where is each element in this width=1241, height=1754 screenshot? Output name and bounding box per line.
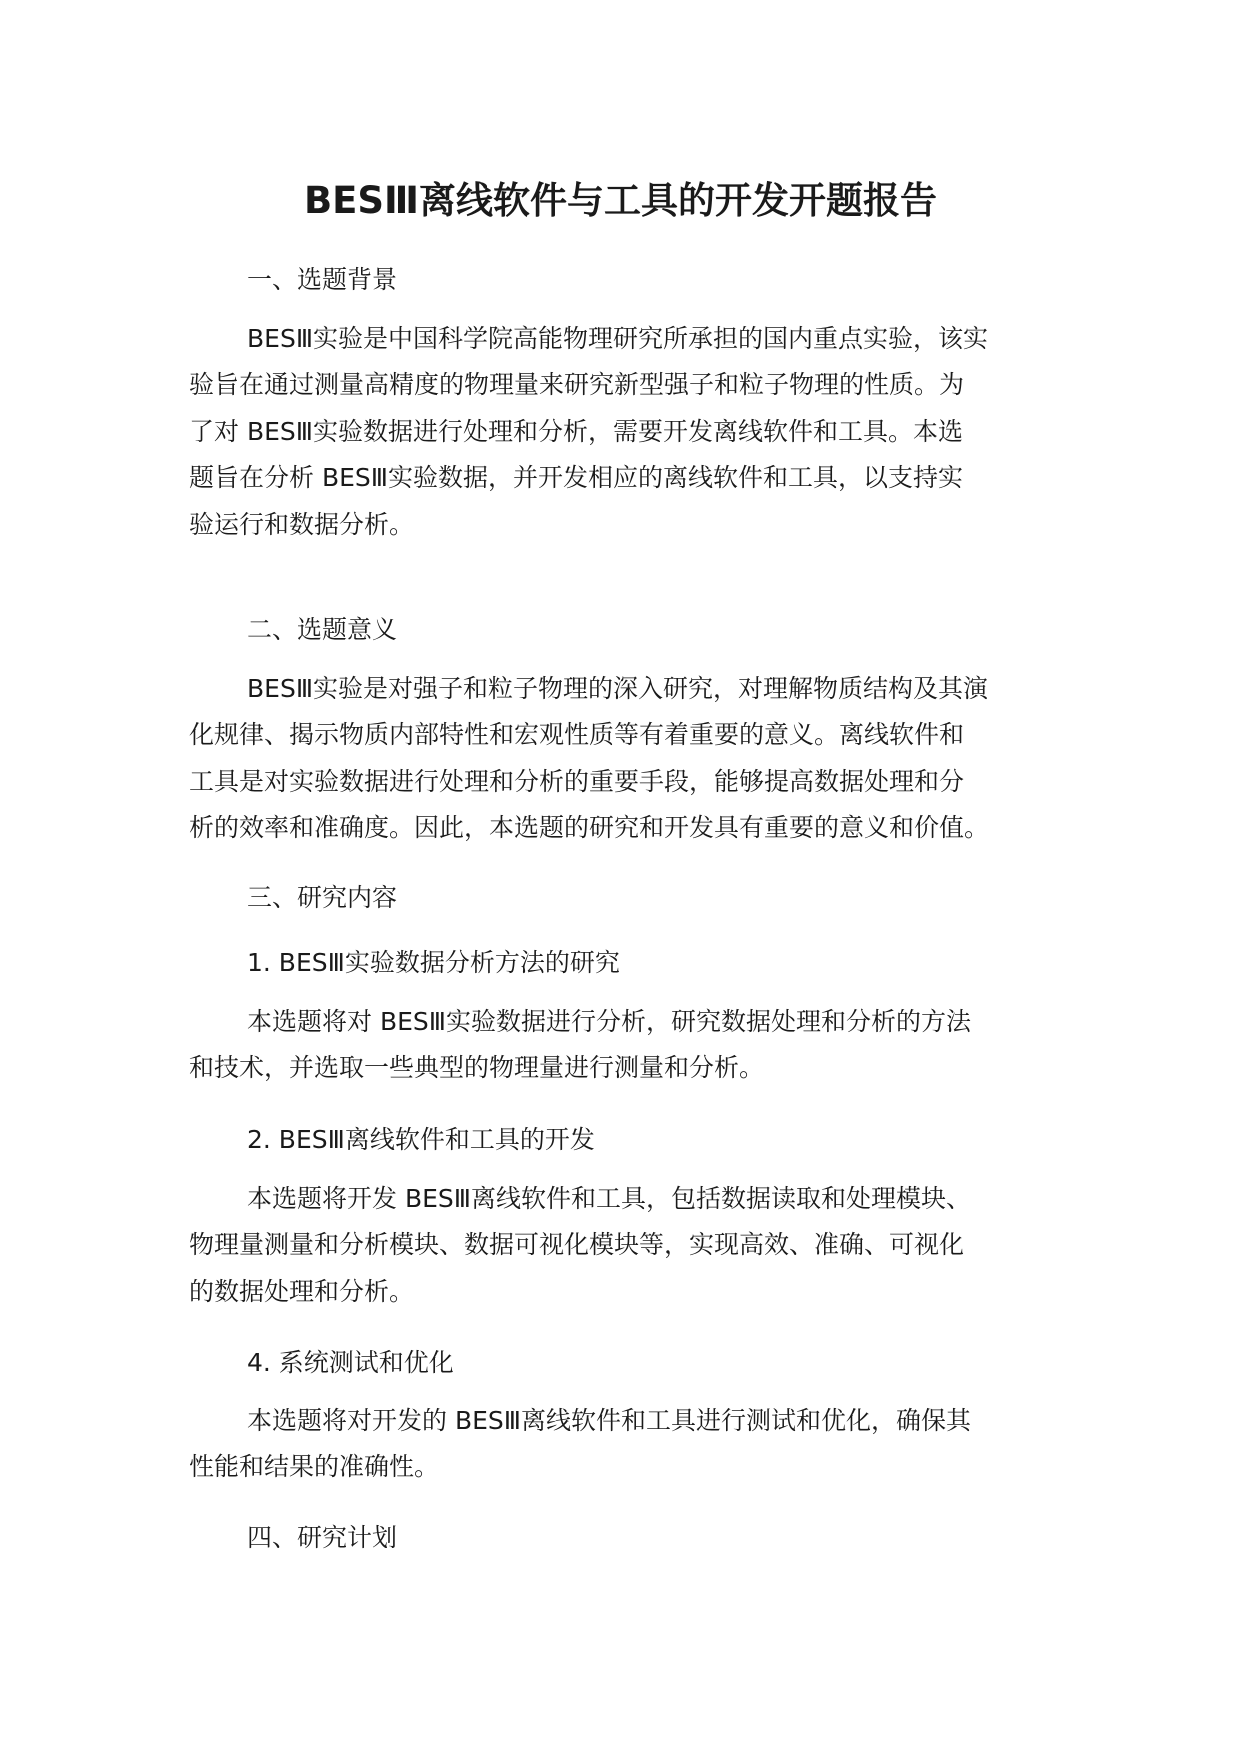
paragraph-line: 验运行和数据分析。 xyxy=(189,509,415,539)
subsection-body-analysis-methods xyxy=(189,999,1079,1092)
subsection-body-testing xyxy=(189,1398,1079,1491)
subsection-heading-testing: 4. 系统测试和优化 xyxy=(247,1348,454,1377)
section-heading-research-content: 三、研究内容 xyxy=(247,883,398,912)
section-heading-background: 一、选题背景 xyxy=(247,265,398,294)
paragraph-line: 性能和结果的准确性。 xyxy=(189,1452,440,1482)
section-body-background xyxy=(189,316,1079,548)
paragraph-line: BESⅢ实验是中国科学院高能物理研究所承担的国内重点实验，该实 xyxy=(247,324,989,353)
paragraph-line: 本选题将开发 BESⅢ离线软件和工具，包括数据读取和处理模块、 xyxy=(247,1184,972,1213)
paragraph-line: 了对 BESⅢ实验数据进行处理和分析，需要开发离线软件和工具。本选 xyxy=(189,416,964,446)
subsection-heading-analysis-methods: 1. BESⅢ实验数据分析方法的研究 xyxy=(247,948,620,977)
paragraph-line: 本选题将对开发的 BESⅢ离线软件和工具进行测试和优化，确保其 xyxy=(247,1406,972,1435)
document-title: BESⅢ离线软件与工具的开发开题报告 xyxy=(303,179,938,222)
paragraph-line: 和技术，并选取一些典型的物理量进行测量和分析。 xyxy=(189,1053,765,1083)
paragraph-line: 工具是对实验数据进行处理和分析的重要手段，能够提高数据处理和分 xyxy=(189,766,965,796)
paragraph-line: 题旨在分析 BESⅢ实验数据，并开发相应的离线软件和工具，以支持实 xyxy=(189,463,964,493)
paragraph-line: 验旨在通过测量高精度的物理量来研究新型强子和粒子物理的性质。为 xyxy=(189,370,965,400)
section-heading-significance: 二、选题意义 xyxy=(247,615,398,644)
paragraph-line: 的数据处理和分析。 xyxy=(189,1276,415,1306)
paragraph-line: 物理量测量和分析模块、数据可视化模块等，实现高效、准确、可视化 xyxy=(189,1230,965,1260)
paragraph-line: 析的效率和准确度。因此，本选题的研究和开发具有重要的意义和价值。 xyxy=(189,813,990,843)
paragraph-line: BESⅢ实验是对强子和粒子物理的深入研究，对理解物质结构及其演 xyxy=(247,674,989,703)
paragraph-line: 本选题将对 BESⅢ实验数据进行分析，研究数据处理和分析的方法 xyxy=(247,1007,972,1036)
paragraph-line: 化规律、揭示物质内部特性和宏观性质等有着重要的意义。离线软件和 xyxy=(189,720,965,750)
section-heading-research-plan: 四、研究计划 xyxy=(247,1523,398,1552)
subsection-heading-software-development: 2. BESⅢ离线软件和工具的开发 xyxy=(247,1125,595,1154)
subsection-body-software-development xyxy=(189,1176,1079,1315)
section-body-significance xyxy=(189,666,1079,852)
